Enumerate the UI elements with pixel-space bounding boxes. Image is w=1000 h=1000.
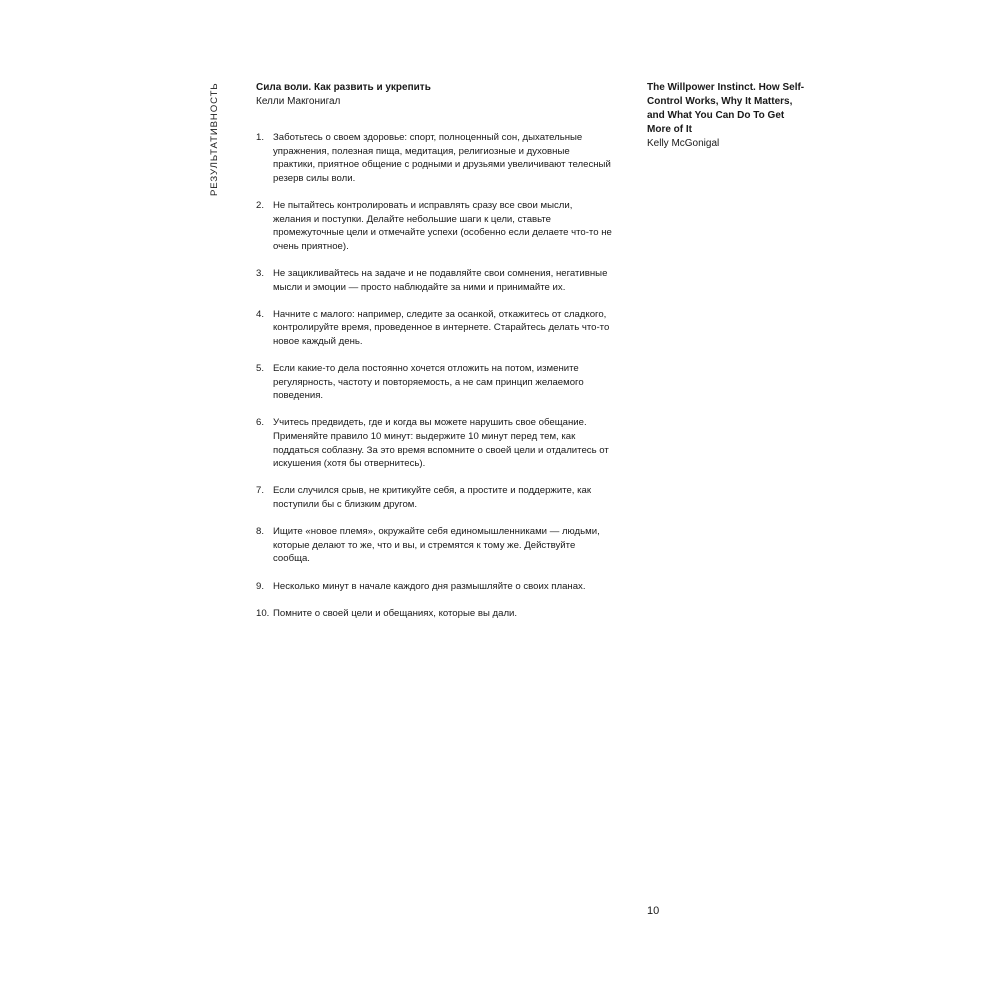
original-title: The Willpower Instinct. How Self-Control Works, Why It Matters, and What You Can Do To Get More of It <box>647 82 805 135</box>
list-item <box>256 308 616 349</box>
list-item-number: 3. <box>256 267 265 279</box>
section-label-text: РЕЗУЛЬТАТИВНОСТЬ <box>209 82 220 196</box>
book-title: Сила воли. Как развить и укрепить <box>256 82 431 93</box>
page-number: 10 <box>647 905 660 917</box>
list-item-number: 8. <box>256 526 265 538</box>
list-item-text: Несколько минут в начале каждого дня размышляйте о своих планах. <box>273 580 586 592</box>
section-label <box>209 82 223 198</box>
original-author: Kelly McGonigal <box>647 138 720 149</box>
list-item-text: Не зацикливайтесь на задаче и не подавляйте свои сомнения, негативные мысли и эмоции — просто наблюдайте за ними и принимайте их. <box>273 267 608 293</box>
list-item-number: 4. <box>256 308 265 320</box>
list-item-text: Начните с малого: например, следите за осанкой, откажитесь от сладкого, контролируйте время, проведенное в интернете. Старайтесь делать что-то новое каждый день. <box>273 308 610 347</box>
list-item-number: 1. <box>256 132 265 143</box>
list-item-text: Заботьтесь о своем здоровье: спорт, полноценный сон, дыхательные упражнения, полезная пища, медитация, религиозные и духовные практики, приятное общение с родными и друзьями увеличивают телесный резерв силы воли. <box>273 132 611 184</box>
list-item <box>256 580 616 594</box>
book-author: Келли Макгонигал <box>256 96 341 107</box>
list-item-text: Учитесь предвидеть, где и когда вы можете нарушить свое обещание. Применяйте правило 10 минут: выдержите 10 минут перед тем, как поддаться соблазну. За это время вспомните о своей цели и отдалитесь от искушения (хотя бы отвернитесь). <box>273 417 609 470</box>
list-item-text: Ищите «новое племя», окружайте себя единомышленниками — людьми, которые делают то же, что и вы, и стремятся к тому же. Действуйте сообща. <box>273 526 600 565</box>
tips-list <box>256 131 616 620</box>
main-column <box>256 81 616 634</box>
list-item-text: Если какие-то дела постоянно хочется отложить на потом, измените регулярность, частоту и повторяемость, а не сам принцип желаемого поведения. <box>273 363 584 402</box>
list-item-number: 7. <box>256 485 265 497</box>
list-item-number: 9. <box>256 580 265 592</box>
list-item-number: 6. <box>256 417 265 429</box>
list-item <box>256 525 616 566</box>
list-item <box>256 607 616 621</box>
list-item <box>256 267 616 294</box>
list-item <box>256 362 616 403</box>
list-item <box>256 131 616 185</box>
list-item <box>256 199 616 253</box>
list-item <box>256 484 616 511</box>
list-item <box>256 416 616 470</box>
original-edition-column <box>647 81 807 151</box>
list-item-number: 5. <box>256 363 265 375</box>
list-item-text: Не пытайтесь контролировать и исправлять сразу все свои мысли, желания и поступки. Делайте небольшие шаги к цели, ставьте промежуточные цели и отмечайте успехи (особенно если делаете что-то не очень приятное). <box>273 199 612 252</box>
list-item-text: Помните о своей цели и обещаниях, которые вы дали. <box>273 607 518 619</box>
list-item-text: Если случился срыв, не критикуйте себя, а простите и поддержите, как поступили бы с близким другом. <box>273 485 592 511</box>
list-item-number: 10. <box>256 607 270 619</box>
list-item-number: 2. <box>256 199 265 211</box>
